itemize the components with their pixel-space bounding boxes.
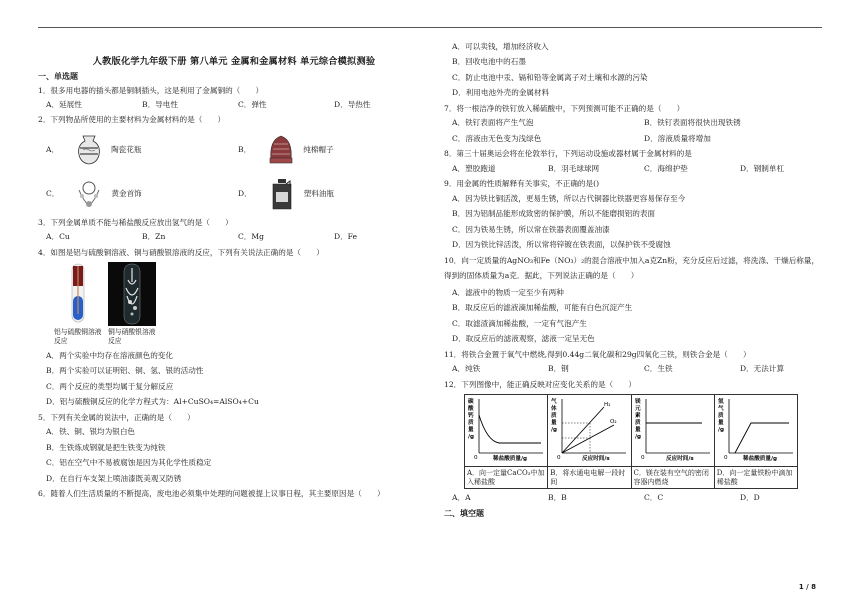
option-a[interactable]: A．因为铁比铜活泼，更易生锈，所以古代铜器比铁器更容易保存至今: [452, 193, 686, 203]
option-c[interactable]: C．因为铁易生锈，所以常在铁器表面覆盖油漆: [452, 224, 610, 234]
ylabel-char: 素: [634, 413, 641, 420]
vase-icon: [71, 132, 107, 168]
graph-b-origin: 0: [557, 455, 561, 462]
ylabel-char: 气: [717, 406, 724, 413]
option-a[interactable]: A．铁、铜、银均为银白色: [46, 427, 136, 437]
option-b[interactable]: B．Zn: [142, 232, 166, 242]
graph-b-label-o2: O₂: [610, 419, 617, 426]
option-b[interactable]: B． 纯棉帽子: [238, 132, 430, 168]
ylabel-char: 质: [634, 420, 641, 427]
option-c[interactable]: C．防止电池中汞、镉和铅等金属离子对土壤和水源的污染: [452, 72, 648, 82]
graph-a-xlabel: 稀盐酸质量/g: [493, 456, 528, 463]
test-tube-silver-icon: [108, 262, 156, 326]
option-d[interactable]: D．无法计算: [740, 364, 785, 374]
graph-b-label-h2: H₂: [604, 402, 611, 409]
option-c[interactable]: C．铝在空气中不易被腐蚀是因为其化学性质稳定: [46, 458, 212, 468]
option-a-label: 陶瓷花瓶: [111, 145, 142, 155]
option-a[interactable]: A． 陶瓷花瓶: [46, 132, 238, 168]
graph-a-origin: 0: [474, 455, 478, 462]
ylabel-char: 气: [551, 399, 557, 406]
question-6: 6．随着人们生活质量的不断提高，废电池必须集中处理的问题被提上议事日程，其主要原因是（ ）: [38, 489, 385, 499]
question-1: 1．很多用电器的插头都是铜制插头，这是利用了金属铜的（ ）: [38, 85, 264, 95]
graph-b-line-h2: [562, 407, 604, 453]
graph-d-plot: [715, 395, 797, 463]
option-a[interactable]: A．可以卖钱，增加经济收入: [452, 42, 549, 51]
option-b[interactable]: B．取反应后的滤液滴加稀盐酸，可能有白色沉淀产生: [452, 303, 633, 313]
question-9: 9．用金属的性质解释有关事实，不正确的是(): [444, 179, 600, 189]
ylabel-char: 钙: [468, 413, 474, 420]
caption-2: 铜与硝酸银溶液反应: [108, 328, 156, 345]
option-c[interactable]: C．Mg: [238, 232, 265, 242]
option-d[interactable]: D．铝与硫酸铜反应的化学方程式为：Al+CuSO₄=AlSO₄+Cu: [46, 397, 259, 407]
graph-b-ylabel: [551, 397, 559, 433]
option-c[interactable]: C．海绵护垫: [644, 163, 688, 173]
graph-c-xlabel: 反应时间/s: [665, 456, 694, 463]
q11-options: [452, 364, 836, 373]
option-c[interactable]: C．生铁: [644, 364, 673, 374]
option-b[interactable]: B．B: [548, 493, 567, 503]
ylabel-char: 酸: [468, 406, 474, 413]
jewelry-icon: [71, 176, 107, 212]
question-12: 12．下列图像中，能正确反映对应变化关系的是（ ）: [444, 379, 636, 389]
q2-row-1: [46, 130, 430, 170]
option-b-label: 纯棉帽子: [303, 145, 334, 155]
oil-bottle-icon: [264, 176, 300, 212]
question-3: 3．下列金属单质不能与稀盐酸反应放出氢气的是（ ）: [38, 217, 233, 227]
graph-a: [465, 395, 548, 467]
option-d[interactable]: D．在自行车支架上喷油漆既美观又防锈: [46, 473, 182, 483]
ylabel-char: 量: [634, 427, 641, 434]
page-number: 1 / 8: [798, 583, 816, 592]
option-b[interactable]: B．回收电池中的石墨: [452, 57, 526, 67]
q7-options-row1: [452, 118, 836, 127]
graph-d-line: [735, 423, 789, 453]
graph-b: [548, 395, 631, 467]
question-10-line1: 10．向一定质量的AgNO₃和Fe（NO₃）₂的混合溶液中加入a克Zn粉，充分反应后过滤，将洗涤、干燥后称量，: [444, 255, 820, 265]
option-d[interactable]: D．D: [740, 493, 760, 503]
graph-c-origin: 0: [640, 455, 645, 462]
graph-d-origin: 0: [723, 455, 728, 462]
graph-a-caption: A．向一定量CaCO₃中加入稀盐酸: [465, 466, 548, 489]
left-column: [38, 34, 430, 504]
option-c[interactable]: C．C: [644, 493, 664, 503]
option-d[interactable]: D．取反应后的滤液观察，滤液一定呈无色: [452, 334, 595, 344]
q1-options: [46, 100, 430, 109]
ylabel-char: 质: [717, 413, 724, 420]
option-c[interactable]: C．弹性: [238, 99, 267, 109]
graph-b-xlabel: 反应时间/s: [582, 456, 610, 463]
question-10: [444, 256, 836, 281]
option-a[interactable]: A．铁钉表面将产生气泡: [452, 118, 534, 128]
test-tube-blue-icon: [54, 262, 102, 326]
graph-b-plot: [548, 395, 630, 463]
graph-table: [464, 394, 798, 489]
graph-c-caption: C．镁在装有空气的密闭容器内燃烧: [631, 466, 714, 489]
option-b[interactable]: B．因为铝制品能形成致密的保护膜，所以不能磨损铝的表面: [452, 209, 656, 219]
graph-d-ylabel: [718, 397, 726, 433]
section-heading: 一、单选题: [38, 71, 78, 81]
page-title: 人教版化学九年级下册 第八单元 金属和金属材料 单元综合模拟测验: [92, 56, 376, 67]
option-b[interactable]: B．导电性: [142, 99, 178, 109]
ylabel-char: 量: [468, 427, 474, 434]
option-c-label: 黄金首饰: [111, 189, 142, 199]
graph-c-plot: [632, 395, 714, 463]
ylabel-unit: /g: [551, 427, 558, 434]
graph-b-line-o2: [562, 425, 614, 453]
question-7: 7．将一根洁净的铁钉放入稀硫酸中，下列预测可能不正确的是（ ）: [444, 103, 685, 113]
ylabel-char: 体: [551, 406, 557, 413]
option-b[interactable]: B．两个实验可以证明铝、铜、氢、银的活动性: [46, 366, 204, 376]
question-10-line2: 得到的固体质量为a克．据此，下列说法正确的是（ ）: [444, 271, 639, 281]
graph-c: [631, 395, 714, 467]
ylabel-char: 碳: [468, 399, 474, 406]
header-rule: [38, 27, 822, 28]
right-column: [444, 42, 836, 523]
q4-captions: [54, 328, 194, 344]
question-8: 8．第三十届奥运会将在伦敦举行，下列运动设施或器材属于金属材料的是: [444, 149, 692, 159]
option-a[interactable]: A．塑胶跑道: [452, 163, 496, 173]
option-a[interactable]: A．滤液中的物质一定至少有两种: [452, 287, 564, 297]
graph-d-caption: D．向一定量铁粉中滴加稀盐酸: [714, 466, 797, 489]
ylabel-char: 氢: [717, 399, 724, 406]
option-d[interactable]: D．溶液质量将增加: [644, 133, 711, 143]
ylabel-unit: /g: [468, 434, 475, 441]
ylabel-char: 量: [717, 420, 724, 427]
option-c[interactable]: C．溶液由无色变为浅绿色: [452, 133, 542, 143]
graph-a-line: [479, 415, 541, 443]
ylabel-char: 质: [468, 420, 474, 427]
question-4: 4．如图是铝与硫酸铜溶液、铜与硝酸银溶液的反应，下列有关说法正确的是（ ）: [38, 247, 324, 257]
option-a[interactable]: A．纯铁: [452, 364, 481, 374]
question-11: 11．将铁合金置于氧气中燃烧,得到0.44g二氧化碳和29g四氧化三铁，则铁合金是（ ）: [444, 349, 751, 359]
q8-options: [452, 164, 836, 173]
ylabel-char: 质: [551, 413, 557, 420]
option-d[interactable]: D．钢制单杠: [740, 163, 785, 173]
question-5: 5．下列有关金属的说法中，正确的是（ ）: [38, 412, 195, 422]
caption-1: 铝与硫酸铜溶液反应: [54, 328, 102, 345]
section-heading: 二、填空题: [444, 508, 484, 518]
option-c[interactable]: C． 黄金首饰: [46, 176, 238, 212]
option-b[interactable]: B．钢: [548, 364, 569, 374]
option-a[interactable]: A．两个实验中均存在溶液颜色的变化: [46, 350, 173, 360]
option-d-label: 塑料油瓶: [303, 189, 335, 199]
q7-options-row2: [452, 134, 836, 143]
hat-icon: [263, 132, 299, 168]
option-c[interactable]: C．取滤渣滴加稀盐酸，一定有气泡产生: [452, 318, 587, 328]
option-d[interactable]: D．Fe: [334, 232, 358, 242]
option-b[interactable]: B．生铁炼成钢就是把生铁变为纯铁: [46, 442, 166, 452]
option-b[interactable]: B．铁钉表面将很快出现铁锈: [644, 118, 741, 128]
option-a[interactable]: A．Cu: [46, 232, 70, 242]
ylabel-char: 镁: [634, 399, 641, 406]
graph-a-plot: [465, 395, 547, 463]
option-c[interactable]: C．两个反应的类型均属于复分解反应: [46, 381, 174, 391]
option-a[interactable]: A．延展性: [46, 99, 82, 109]
graph-c-ylabel: [634, 397, 643, 440]
graph-a-ylabel: [468, 397, 476, 440]
q12-options: [452, 493, 836, 502]
ylabel-char: 量: [551, 420, 557, 427]
ylabel-unit: /g: [717, 427, 724, 434]
option-d[interactable]: D．因为铁比锌活泼，所以常将锌镀在铁表面，以保护铁不受腐蚀: [452, 240, 671, 250]
option-d[interactable]: D． 塑料油瓶: [238, 176, 430, 212]
option-a[interactable]: A．A: [452, 493, 471, 503]
ylabel-char: 元: [634, 406, 641, 413]
question-2: 2．下列物品所使用的主要材料为金属材料的是（ ）: [38, 115, 226, 125]
q4-figure: [54, 262, 430, 326]
graph-b-caption: B．将水通电电解一段时间: [548, 466, 631, 489]
option-d[interactable]: D．导热性: [334, 99, 371, 109]
graph-d-xlabel: 稀盐酸质量/g: [742, 456, 777, 463]
q3-options: [46, 232, 430, 241]
option-d[interactable]: D．利用电池外壳的金属材料: [452, 88, 550, 98]
ylabel-unit: /g: [634, 434, 641, 441]
q2-row-2: [46, 174, 430, 214]
graph-d: [714, 395, 797, 467]
option-b[interactable]: B．羽毛球球网: [548, 163, 600, 173]
